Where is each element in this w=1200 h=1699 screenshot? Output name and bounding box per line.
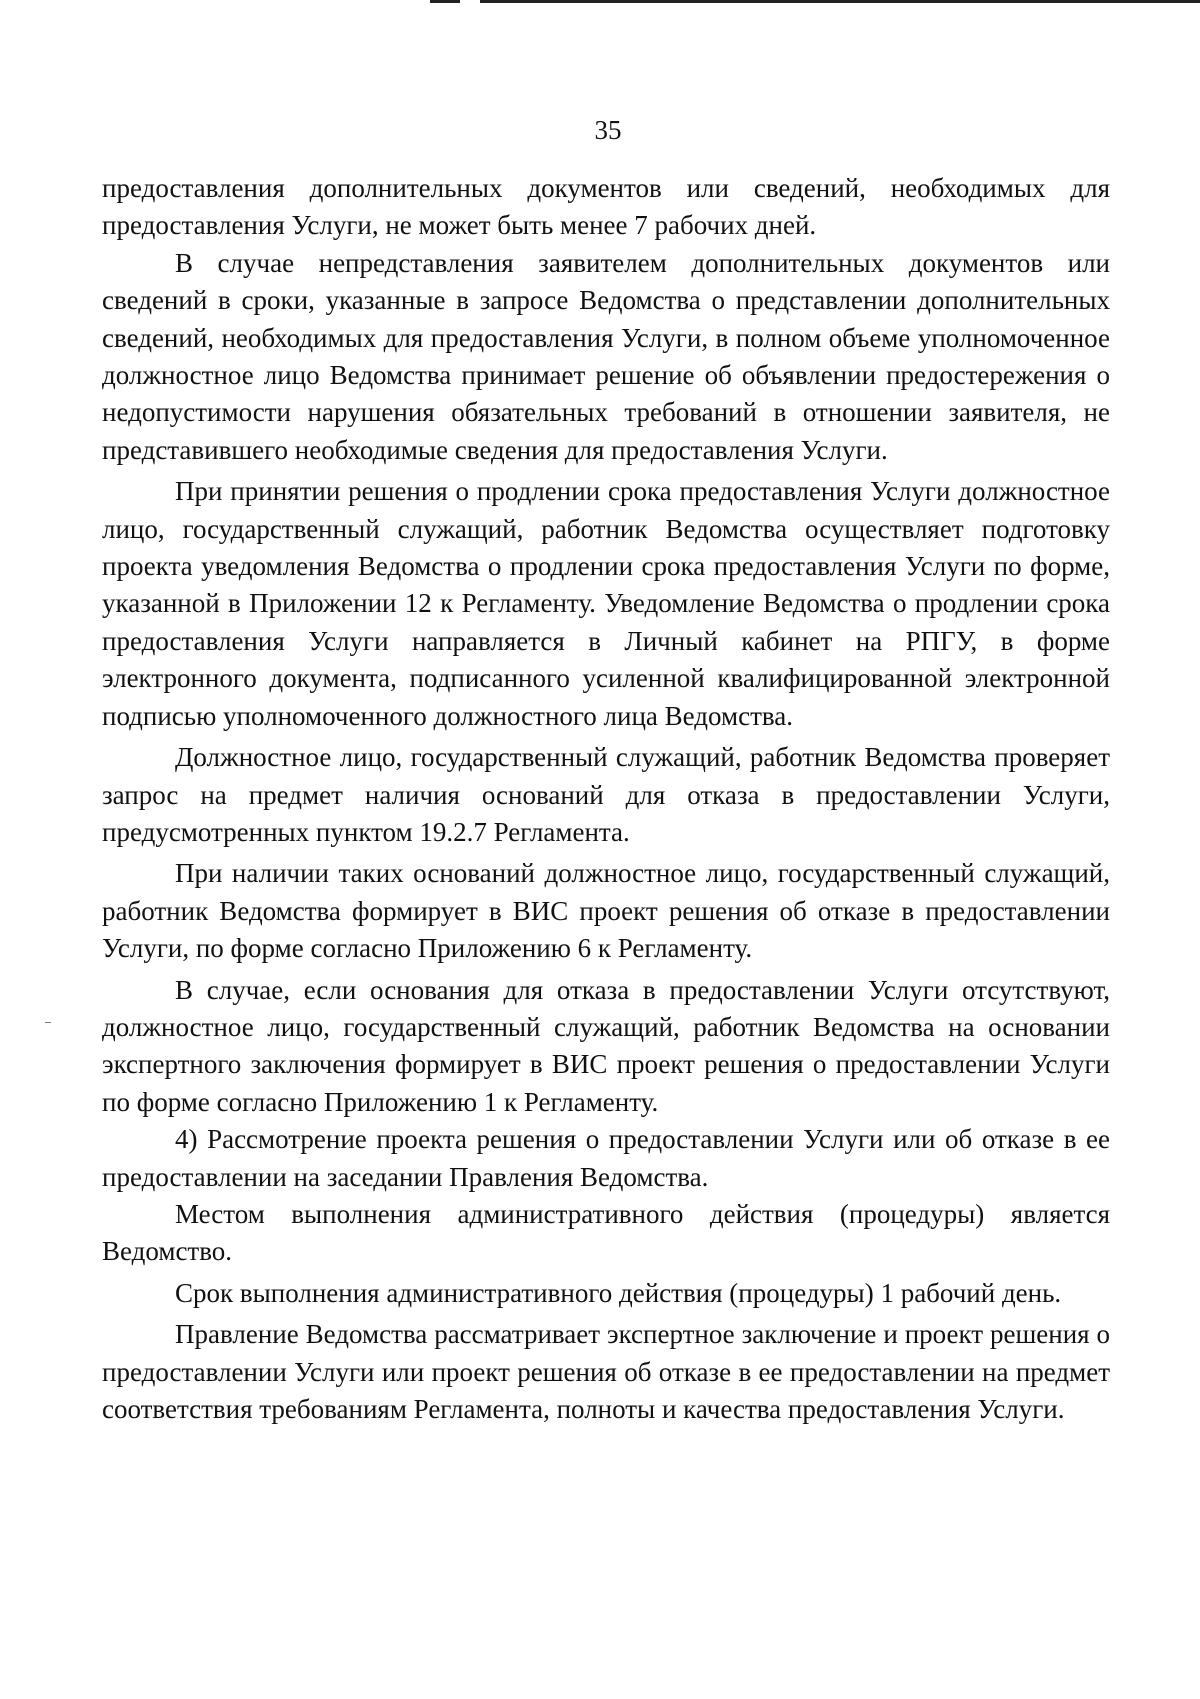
- margin-mark: [45, 1022, 51, 1023]
- paragraph-6: В случае, если основания для отказа в предоставлении Услуги отсутствуют, должностное лицо, государственный служащий, работник Ведомства на основании экспертного заключения формирует в ВИС проект решения о предоставлении Услуги по форме согласно Приложению 1 к Регламенту.: [102, 974, 1110, 1117]
- paragraph-9: Срок выполнения административного действия (процедуры) 1 рабочий день.: [175, 1277, 1062, 1308]
- paragraph-2: В случае непредставления заявителем дополнительных документов или сведений в сроки, указанные в запросе Ведомства о представлении дополнительных сведений, необходимых для предоставления Услуги, в полном объеме уполномоченное должностное лицо Ведомства принимает решение об объявлении предостережения о недопустимости нарушения обязательных требований в отношении заявителя, не представившего необходимые сведения для предоставления Услуги.: [102, 247, 1110, 465]
- paragraph-1: предоставления дополнительных документов или сведений, необходимых для предоставления Услуги, не может быть менее 7 рабочих дней.: [102, 173, 1110, 241]
- paragraph-4: Должностное лицо, государственный служащий, работник Ведомства проверяет запрос на предмет наличия оснований для отказа в предоставлении Услуги, предусмотренных пунктом 19.2.7 Регламента.: [102, 742, 1110, 847]
- page-number: 35: [594, 115, 622, 145]
- paragraph-7: 4) Рассмотрение проекта решения о предоставлении Услуги или об отказе в ее предоставлении на заседании Правления Ведомства.: [102, 1124, 1110, 1192]
- top-edge-rule: [420, 0, 1200, 3]
- paragraph-8: Местом выполнения административного действия (процедуры) является Ведомство.: [102, 1198, 1110, 1267]
- document-body: [102, 170, 1110, 1428]
- paragraph-5: При наличии таких оснований должностное лицо, государственный служащий, работник Ведомства формирует в ВИС проект решения об отказе в предоставлении Услуги, по форме согласно Приложению 6 к Регламенту.: [102, 858, 1110, 964]
- paragraph-10: Правление Ведомства рассматривает экспертное заключение и проект решения о предоставлении Услуги или проект решения об отказе в ее предоставлении на предмет соответствия требованиям Регламента, полноты и качества предоставления Услуги.: [102, 1319, 1110, 1424]
- paragraph-3: При принятии решения о продлении срока предоставления Услуги должностное лицо, государственный служащий, работник Ведомства осуществляет подготовку проекта уведомления Ведомства о продлении срока предоставления Услуги по форме, указанной в Приложении 12 к Регламенту. Уведомление Ведомства о продлении срока предоставления Услуги направляется в Личный кабинет на РПГУ, в форме электронного документа, подписанного усиленной квалифицированной электронной подписью уполномоченного должностного лица Ведомства.: [102, 476, 1110, 731]
